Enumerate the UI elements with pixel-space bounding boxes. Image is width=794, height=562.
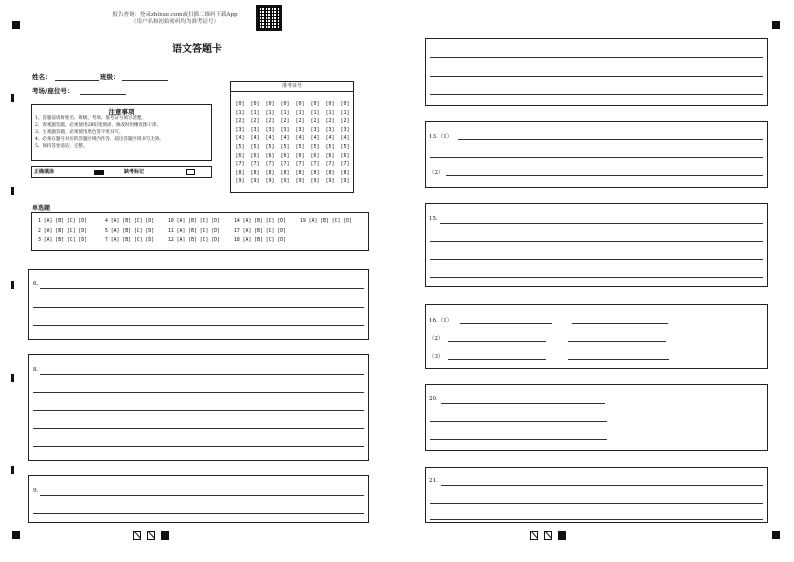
class-label: 班级：: [100, 73, 120, 81]
exam-id-digit[interactable]: [2]: [250, 118, 260, 125]
exam-id-digit[interactable]: [5]: [295, 143, 305, 150]
exam-id-column: [264, 100, 276, 186]
answer-line[interactable]: [430, 259, 763, 260]
exam-id-digit[interactable]: [6]: [295, 152, 305, 159]
answer-box-q21: [425, 467, 768, 523]
answer-line[interactable]: [430, 519, 763, 520]
timing-marker: [11, 374, 14, 382]
exam-id-digit[interactable]: [7]: [325, 161, 335, 168]
exam-id-column: [279, 100, 291, 186]
answer-line[interactable]: [568, 341, 666, 342]
exam-id-digit[interactable]: [3]: [280, 126, 290, 133]
timing-marker: [11, 187, 14, 195]
question-number-20: 20.: [429, 396, 438, 402]
exam-id-digit[interactable]: [6]: [265, 152, 275, 159]
exam-id-digit[interactable]: [1]: [310, 109, 320, 116]
answer-line[interactable]: [430, 94, 763, 95]
question-number-13-2: （2）: [429, 170, 444, 176]
answer-line[interactable]: [572, 323, 668, 324]
mc-item[interactable]: 1 [A] [B] [C] [D]: [38, 219, 88, 224]
exam-id-digit[interactable]: [9]: [325, 178, 335, 185]
exam-id-digit[interactable]: [0]: [250, 101, 260, 107]
exam-id-digit[interactable]: [3]: [310, 126, 320, 133]
corner-marker-bottom-left: [12, 531, 20, 539]
exam-id-digit[interactable]: [0]: [265, 101, 275, 107]
mc-item[interactable]: 18 [A] [B] [C] [D]: [234, 238, 286, 243]
page-marker-slash: [133, 531, 141, 540]
exam-id-digit[interactable]: [8]: [280, 169, 290, 176]
answer-box-continued: [425, 38, 768, 106]
answer-line[interactable]: [430, 277, 763, 278]
page-marker-slash: [147, 531, 155, 540]
room-seat-field[interactable]: [80, 94, 126, 95]
exam-id-digit[interactable]: [9]: [295, 178, 305, 185]
mc-item[interactable]: 12 [A] [B] [C] [D]: [168, 238, 220, 243]
exam-id-digit[interactable]: [6]: [235, 152, 245, 159]
exam-id-digit[interactable]: [3]: [250, 126, 260, 133]
mc-item[interactable]: 14 [A] [B] [C] [D]: [234, 219, 286, 224]
answer-line[interactable]: [440, 223, 763, 224]
exam-id-label: 准考证号: [281, 83, 302, 89]
question-number-6: 6.: [33, 281, 39, 287]
exam-id-digit[interactable]: [5]: [235, 143, 245, 150]
answer-box-q8: [28, 354, 369, 461]
answer-line[interactable]: [430, 76, 763, 77]
exam-id-digit[interactable]: [7]: [310, 161, 320, 168]
exam-id-digit[interactable]: [3]: [235, 126, 245, 133]
answer-box-q13: [425, 121, 768, 188]
fill-sample-box: [31, 166, 212, 178]
question-number-21: 21.: [429, 478, 438, 484]
exam-id-digit[interactable]: [2]: [235, 118, 245, 125]
answer-line[interactable]: [441, 403, 605, 404]
class-field[interactable]: [122, 80, 168, 81]
absent-mark-checkbox[interactable]: [186, 169, 195, 175]
exam-id-digit[interactable]: [4]: [325, 135, 335, 142]
answer-line[interactable]: [33, 410, 364, 411]
exam-id-digit[interactable]: [7]: [295, 161, 305, 168]
exam-id-digit[interactable]: [4]: [340, 135, 350, 142]
exam-id-digit[interactable]: [9]: [250, 178, 260, 185]
report-query-text: 报告查询：登录zhixue.com或扫描二维码下载App: [112, 12, 238, 18]
page-marker-solid: [161, 531, 169, 540]
exam-id-digit[interactable]: [2]: [265, 118, 275, 125]
exam-id-digit[interactable]: [9]: [235, 178, 245, 185]
exam-id-digit[interactable]: [2]: [295, 118, 305, 125]
exam-id-column: [249, 100, 261, 186]
answer-line[interactable]: [448, 341, 546, 342]
exam-id-digit[interactable]: [4]: [265, 135, 275, 142]
exam-id-digit[interactable]: [8]: [250, 169, 260, 176]
answer-line[interactable]: [33, 446, 364, 447]
exam-id-column: [339, 100, 351, 186]
exam-id-column: [309, 100, 321, 186]
answer-line[interactable]: [33, 325, 364, 326]
exam-id-digit[interactable]: [2]: [310, 118, 320, 125]
answer-line[interactable]: [430, 241, 763, 242]
exam-id-digit[interactable]: [5]: [250, 143, 260, 150]
notice-item: 1、答题前请将姓名、班级、考场、准考证号填写清楚。: [35, 116, 146, 121]
correct-fill-label: 正确填涂: [34, 169, 55, 175]
notice-item: 2、客观题答题，必须使用2B铅笔填涂，修改时用橡皮擦干净。: [35, 123, 162, 128]
question-number-16-1: 16.（1）: [429, 318, 453, 324]
answer-box-q16: [425, 304, 768, 369]
exam-id-digit[interactable]: [1]: [325, 109, 335, 116]
answer-box-q20: [425, 384, 768, 451]
page-title: 语文答题卡: [172, 44, 222, 55]
qr-code: [256, 5, 282, 31]
notice-item: 5、保持答卷清洁、完整。: [35, 144, 88, 149]
mc-item[interactable]: 3 [A] [B] [C] [D]: [38, 238, 88, 243]
answer-line[interactable]: [458, 139, 763, 140]
exam-id-digit[interactable]: [8]: [310, 169, 320, 176]
answer-line[interactable]: [446, 175, 763, 176]
exam-id-digit[interactable]: [5]: [325, 143, 335, 150]
answer-line[interactable]: [430, 439, 607, 440]
question-number-16-2: （2）: [429, 336, 444, 342]
exam-id-digit[interactable]: [3]: [295, 126, 305, 133]
exam-id-digit[interactable]: [5]: [280, 143, 290, 150]
exam-id-digit[interactable]: [8]: [295, 169, 305, 176]
exam-id-digit[interactable]: [9]: [340, 178, 350, 185]
exam-id-digit[interactable]: [8]: [265, 169, 275, 176]
exam-id-digit[interactable]: [4]: [295, 135, 305, 142]
answer-line[interactable]: [441, 485, 763, 486]
mc-section-label: 单选题: [32, 205, 51, 212]
name-field[interactable]: [55, 80, 99, 81]
notice-title: 注意事项: [108, 108, 135, 116]
timing-marker: [11, 466, 14, 474]
exam-id-digit[interactable]: [7]: [265, 161, 275, 168]
corner-marker-top-left: [12, 21, 20, 29]
timing-marker: [11, 281, 14, 289]
exam-id-digit[interactable]: [0]: [340, 101, 350, 107]
exam-id-digit[interactable]: [2]: [340, 118, 350, 125]
answer-line[interactable]: [568, 359, 669, 360]
exam-id-digit[interactable]: [4]: [310, 135, 320, 142]
notice-item: 4、必须在题号对应的答题区域内作答，超出答题区域书写无效。: [35, 137, 164, 142]
exam-id-digit[interactable]: [1]: [250, 109, 260, 116]
exam-id-digit[interactable]: [1]: [340, 109, 350, 116]
exam-id-digit[interactable]: [1]: [265, 109, 275, 116]
notice-box: [31, 104, 212, 161]
page-marker-solid: [558, 531, 566, 540]
answer-line[interactable]: [448, 359, 546, 360]
corner-marker-bottom-right: [772, 531, 780, 539]
question-number-13: 13.（1）: [429, 134, 453, 140]
answer-line[interactable]: [40, 495, 364, 496]
exam-id-digit[interactable]: [5]: [265, 143, 275, 150]
exam-id-digit[interactable]: [3]: [325, 126, 335, 133]
room-seat-label: 考场/座位号：: [32, 87, 74, 95]
answer-box-q9: [28, 475, 369, 523]
exam-id-digit[interactable]: [3]: [340, 126, 350, 133]
exam-id-digit[interactable]: [1]: [295, 109, 305, 116]
question-number-9: 9.: [33, 488, 39, 494]
exam-id-column: [234, 100, 246, 186]
exam-id-digit[interactable]: [6]: [340, 152, 350, 159]
exam-id-digit[interactable]: [1]: [235, 109, 245, 116]
exam-id-digit[interactable]: [7]: [340, 161, 350, 168]
exam-id-digit[interactable]: [0]: [295, 101, 305, 107]
exam-id-digit[interactable]: [0]: [280, 101, 290, 107]
exam-id-digit[interactable]: [0]: [310, 101, 320, 107]
absent-mark-label: 缺考标记: [124, 169, 145, 175]
exam-id-digit[interactable]: [3]: [265, 126, 275, 133]
exam-id-digit[interactable]: [8]: [340, 169, 350, 176]
correct-fill-sample: [94, 170, 104, 175]
exam-id-divider: [231, 91, 353, 92]
notice-list: [35, 115, 164, 150]
exam-id-digit[interactable]: [9]: [280, 178, 290, 185]
exam-id-digit[interactable]: [6]: [310, 152, 320, 159]
answer-line[interactable]: [40, 374, 364, 375]
exam-id-digit[interactable]: [8]: [235, 169, 245, 176]
exam-id-digit[interactable]: [1]: [280, 109, 290, 116]
answer-line[interactable]: [33, 307, 364, 308]
mc-item[interactable]: 7 [A] [B] [C] [D]: [105, 238, 155, 243]
answer-box-q6: [28, 269, 369, 340]
mc-item[interactable]: 2 [A] [B] [C] [D]: [38, 229, 88, 234]
exam-id-digit[interactable]: [9]: [310, 178, 320, 185]
exam-id-digit[interactable]: [4]: [250, 135, 260, 142]
page-marker-slash: [530, 531, 538, 540]
exam-id-column: [324, 100, 336, 186]
question-number-15: 15.: [429, 216, 438, 222]
corner-marker-top-right: [772, 21, 780, 29]
exam-id-digit[interactable]: [7]: [280, 161, 290, 168]
mc-item[interactable]: 17 [A] [B] [C] [D]: [234, 229, 286, 234]
answer-line[interactable]: [430, 57, 763, 58]
timing-marker: [11, 94, 14, 102]
question-number-8: 8.: [33, 367, 39, 373]
exam-id-column: [294, 100, 306, 186]
mc-item[interactable]: 10 [A] [B] [C] [D]: [168, 219, 220, 224]
exam-id-digit[interactable]: [7]: [250, 161, 260, 168]
answer-line[interactable]: [33, 428, 364, 429]
answer-line[interactable]: [430, 421, 607, 422]
mc-item[interactable]: 11 [A] [B] [C] [D]: [168, 229, 220, 234]
report-query-note: （用户名和初始密码均为准考证号）: [130, 19, 219, 25]
question-number-16-3: （3）: [429, 354, 444, 360]
answer-line[interactable]: [430, 503, 763, 504]
exam-id-digit[interactable]: [7]: [235, 161, 245, 168]
answer-line[interactable]: [430, 157, 763, 158]
exam-id-digit[interactable]: [2]: [325, 118, 335, 125]
exam-id-digit[interactable]: [6]: [250, 152, 260, 159]
exam-id-digit[interactable]: [6]: [325, 152, 335, 159]
exam-id-digit[interactable]: [2]: [280, 118, 290, 125]
answer-line[interactable]: [33, 513, 364, 514]
exam-id-digit[interactable]: [0]: [325, 101, 335, 107]
mc-item[interactable]: 5 [A] [B] [C] [D]: [105, 229, 155, 234]
answer-line[interactable]: [40, 288, 364, 289]
answer-line[interactable]: [460, 323, 552, 324]
exam-id-digit[interactable]: [9]: [265, 178, 275, 185]
exam-id-digit[interactable]: [5]: [310, 143, 320, 150]
exam-id-box: [230, 81, 354, 193]
answer-line[interactable]: [33, 392, 364, 393]
answer-box-q15: [425, 203, 768, 287]
mc-item[interactable]: 19 [A] [B] [C] [D]: [300, 219, 352, 224]
exam-id-digit[interactable]: [4]: [235, 135, 245, 142]
mc-item[interactable]: 4 [A] [B] [C] [D]: [105, 219, 155, 224]
exam-id-digit[interactable]: [8]: [325, 169, 335, 176]
exam-id-digit[interactable]: [0]: [235, 101, 245, 107]
exam-id-digit[interactable]: [4]: [280, 135, 290, 142]
notice-item: 3、主观题答题，必须使用黑色签字笔书写。: [35, 130, 124, 135]
mc-box: [31, 212, 369, 251]
exam-id-digit[interactable]: [6]: [280, 152, 290, 159]
page-marker-slash: [544, 531, 552, 540]
name-label: 姓名：: [32, 73, 52, 81]
exam-id-digit[interactable]: [5]: [340, 143, 350, 150]
